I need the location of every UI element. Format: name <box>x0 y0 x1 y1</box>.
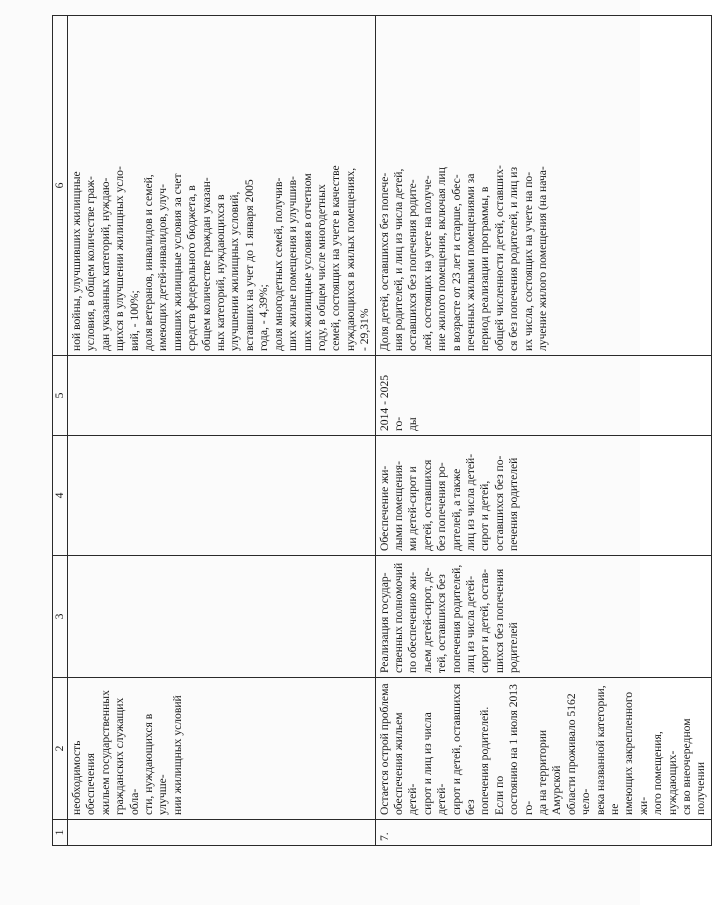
table-row <box>375 16 711 846</box>
column-number-6: 6 <box>53 16 68 356</box>
indicators-cell: ной войны, улучшивших жилищные условия, в общем количестве граж- дан указанных категорий, нуждаю- щихся в улучшении жилищных усло- вий, - 100%; доля ветеранов, инвалидов и семей, имеющих детей-инвалидов, улуч- шивших жилищные условия за счет средств федерального бюджета, в общем количестве граждан указан- ных категорий, нуждающихся в улучшении жилищных условий, вставших на учет до 1 января 2005 года, - 4,39%; доля многодетных семей, получив- ших жилые помещения и улучшив- ших жилищные условия в отчетном году, в общем числе многодетных семей, состоящих на учете в качестве нуждающихся в жилых помещениях, - 29,31% <box>68 16 376 356</box>
event-cell <box>68 436 376 556</box>
indicators-cell: Доля детей, оставшихся без попече- ния родителей, и лиц из числа детей, оставшихся без попечения родите- лей, состоящих на учете на получе- ние жилого помещения, включая лиц в возрасте от 23 лет и старше, обес- печенных жилыми помещениями за период реализации программы, в общей численности детей, оставших- ся без попечения родителей, и лиц из их числа, состоящих на учете на по- лучение жилого помещения (на нача- <box>375 16 711 356</box>
task-cell: Реализация государ- ственных полномочий по обеспечению жи- льем детей-сирот, де- тей, оставшихся без попечения родителей, лиц из числа детей- сирот и детей, остав- шихся без попечения родителей <box>375 556 711 678</box>
period-cell <box>68 356 376 436</box>
event-cell: Обеспечение жи- лыми помещения- ми детей-сирот и детей, оставшихся без попечения ро- дителей, а также лиц из числа детей- сирот и детей, оставшихся без по- печения родителей <box>375 436 711 556</box>
task-cell <box>68 556 376 678</box>
program-table <box>52 15 712 846</box>
table-row <box>68 16 376 846</box>
column-number-row <box>53 16 68 846</box>
column-number-4: 4 <box>53 436 68 556</box>
problem-cell: Остается острой проблема обеспечения жильем детей- сирот и лиц из числа детей- сирот и детей, оставшихся без попечения родителей. Если по состоянию на 1 июля 2013 го- да на территории Амурской области проживало 5162 чело- века названной категории, не имеющих закрепленного жи- лого помещения, нуждающих- ся во внеочередном получении <box>375 678 711 820</box>
row-number <box>68 820 376 846</box>
column-number-1: 1 <box>53 820 68 846</box>
period-cell: 2014 - 2025 го- ды <box>375 356 711 436</box>
rotated-sheet <box>52 16 708 846</box>
column-number-2: 2 <box>53 678 68 820</box>
column-number-3: 3 <box>53 556 68 678</box>
problem-cell: необходимость обеспечения жильем государственных гражданских служащих обла- сти, нуждающихся в улучше- нии жилищных условий <box>68 678 376 820</box>
row-number: 7. <box>375 820 711 846</box>
column-number-5: 5 <box>53 356 68 436</box>
